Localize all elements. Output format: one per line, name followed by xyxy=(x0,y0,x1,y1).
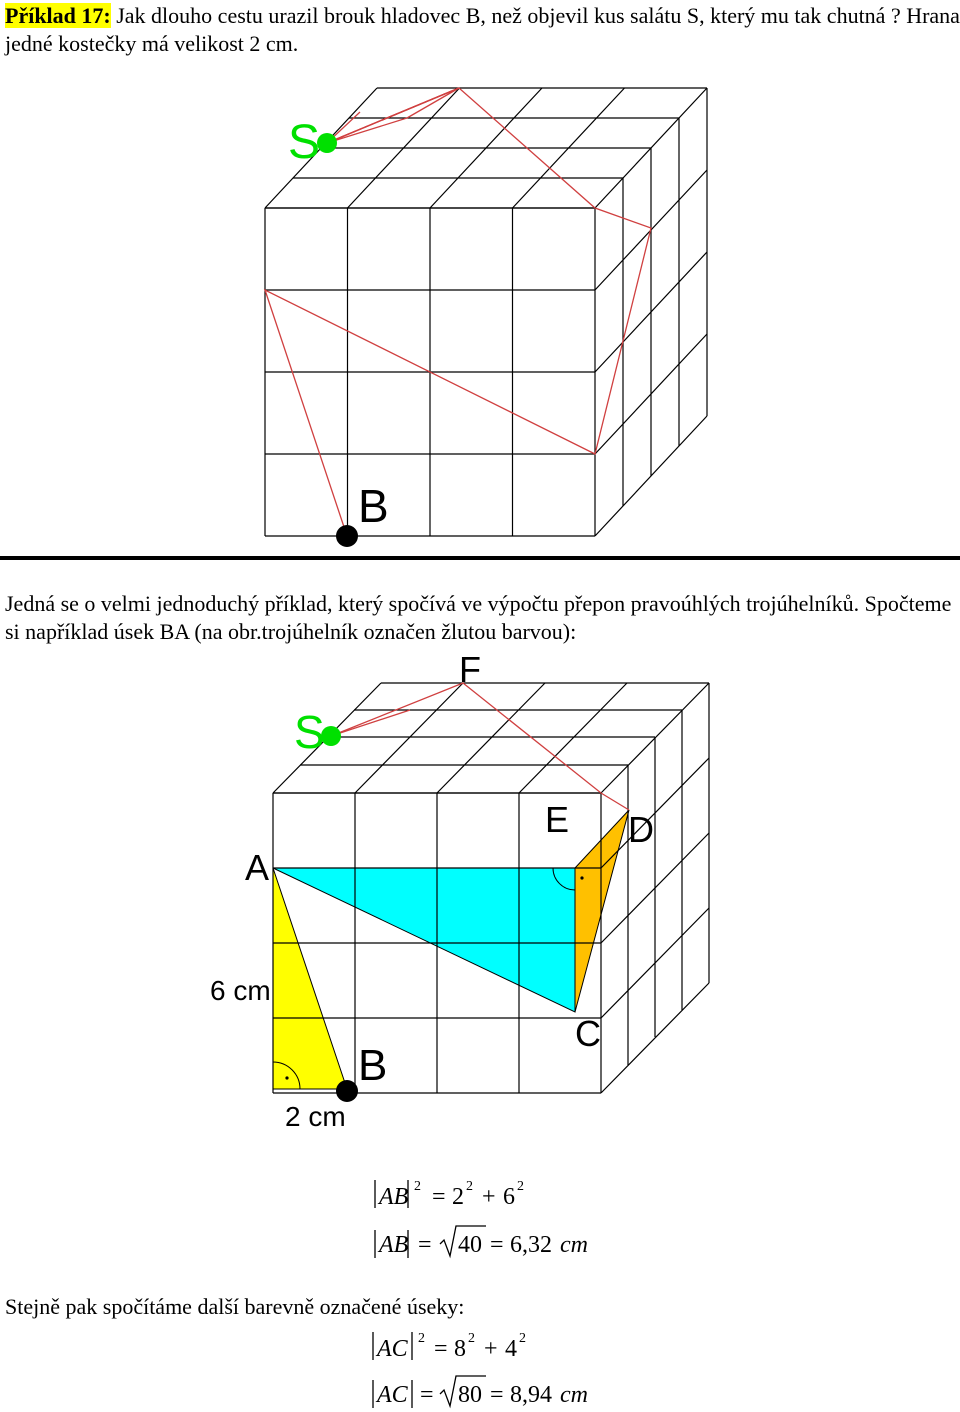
eq-ab-exp2: 2 xyxy=(466,1179,473,1194)
paragraph-next: Stejně pak spočítáme další barevně označené úseky: xyxy=(5,1294,465,1319)
eq-ac-a: 8 xyxy=(454,1336,466,1362)
label-b: B xyxy=(358,480,389,532)
equation-ac-result xyxy=(373,1376,588,1408)
right-angle-dot-orange xyxy=(580,876,583,879)
eq-ac-b: 4 xyxy=(505,1336,517,1362)
label-d: D xyxy=(628,809,654,850)
label-6cm: 6 cm xyxy=(210,975,271,1006)
eq-ab2-eq: = xyxy=(418,1232,432,1258)
eq-ab-unit: cm xyxy=(560,1232,588,1258)
cube1-beetle-path xyxy=(265,88,651,536)
eq-ac-exp3: 2 xyxy=(519,1331,526,1346)
label-f: F xyxy=(459,649,481,690)
eq-ab-a: 2 xyxy=(452,1184,464,1210)
eq-ac2-eq: = xyxy=(420,1382,434,1408)
eq-ac-unit: cm xyxy=(560,1382,588,1408)
eq-ab-seg: AB xyxy=(379,1184,409,1210)
label-e: E xyxy=(545,799,570,840)
cube1-right-grid xyxy=(595,88,707,536)
example-label: Příklad 17: xyxy=(5,3,111,28)
cyan-triangle xyxy=(273,868,575,1012)
eq-ac2-seg: AC xyxy=(377,1382,408,1408)
label-b2: B xyxy=(358,1041,388,1090)
equation-ab-result xyxy=(375,1226,588,1258)
beetle-point-b2 xyxy=(336,1080,358,1102)
eq-ab-result: 6,32 xyxy=(510,1232,552,1258)
eq-ab-eq: = xyxy=(432,1184,446,1210)
right-angle-dot-yellow xyxy=(285,1076,288,1079)
label-c: C xyxy=(575,1013,601,1054)
label-s2: S xyxy=(294,706,325,758)
equation-ab-squared xyxy=(375,1179,524,1210)
eq-ab-exp: 2 xyxy=(414,1179,421,1194)
eq-ac-sqrt-arg: 80 xyxy=(458,1382,482,1408)
horizontal-rule xyxy=(0,556,960,560)
eq-ab-exp3: 2 xyxy=(517,1179,524,1194)
yellow-triangle xyxy=(273,868,347,1089)
eq-ab2-seg: AB xyxy=(379,1232,409,1258)
label-2cm: 2 cm xyxy=(285,1101,346,1132)
eq-ab-sqrt-arg: 40 xyxy=(458,1232,482,1258)
eq-ac-exp: 2 xyxy=(418,1331,425,1346)
eq-ac-seg: AC xyxy=(377,1336,408,1362)
cube2-beetle-path xyxy=(331,683,629,810)
label-s: S xyxy=(288,116,321,169)
eq-ab-b: 6 xyxy=(503,1184,515,1210)
orange-triangle xyxy=(575,810,629,1012)
eq-ac-result: 8,94 xyxy=(510,1382,552,1408)
eq-ac-plus: + xyxy=(484,1336,498,1362)
eq-ac-eq: = xyxy=(434,1336,448,1362)
eq-ab2-eq2: = xyxy=(490,1232,504,1258)
cube-figure-1 xyxy=(265,88,707,536)
label-a: A xyxy=(245,847,270,888)
example-text: Jak dlouho cestu urazil brouk hladovec B, než objevil kus salátu S, který mu tak chutná ? Hrana jedné kostečky má velikost 2 cm. xyxy=(5,3,960,56)
eq-ab-plus: + xyxy=(482,1184,496,1210)
paragraph-explanation: Jedná se o velmi jednoduchý příklad, který spočívá ve výpočtu přepon pravoúhlých trojúhelníků. Spočteme si například úsek BA (na obr.trojúhelník označen žlutou barvou): xyxy=(5,591,952,644)
eq-ac2-eq2: = xyxy=(490,1382,504,1408)
cube2-right-grid xyxy=(601,683,709,1093)
eq-ac-exp2: 2 xyxy=(468,1331,475,1346)
equation-ac-squared xyxy=(373,1331,526,1362)
beetle-point-b xyxy=(336,525,358,547)
